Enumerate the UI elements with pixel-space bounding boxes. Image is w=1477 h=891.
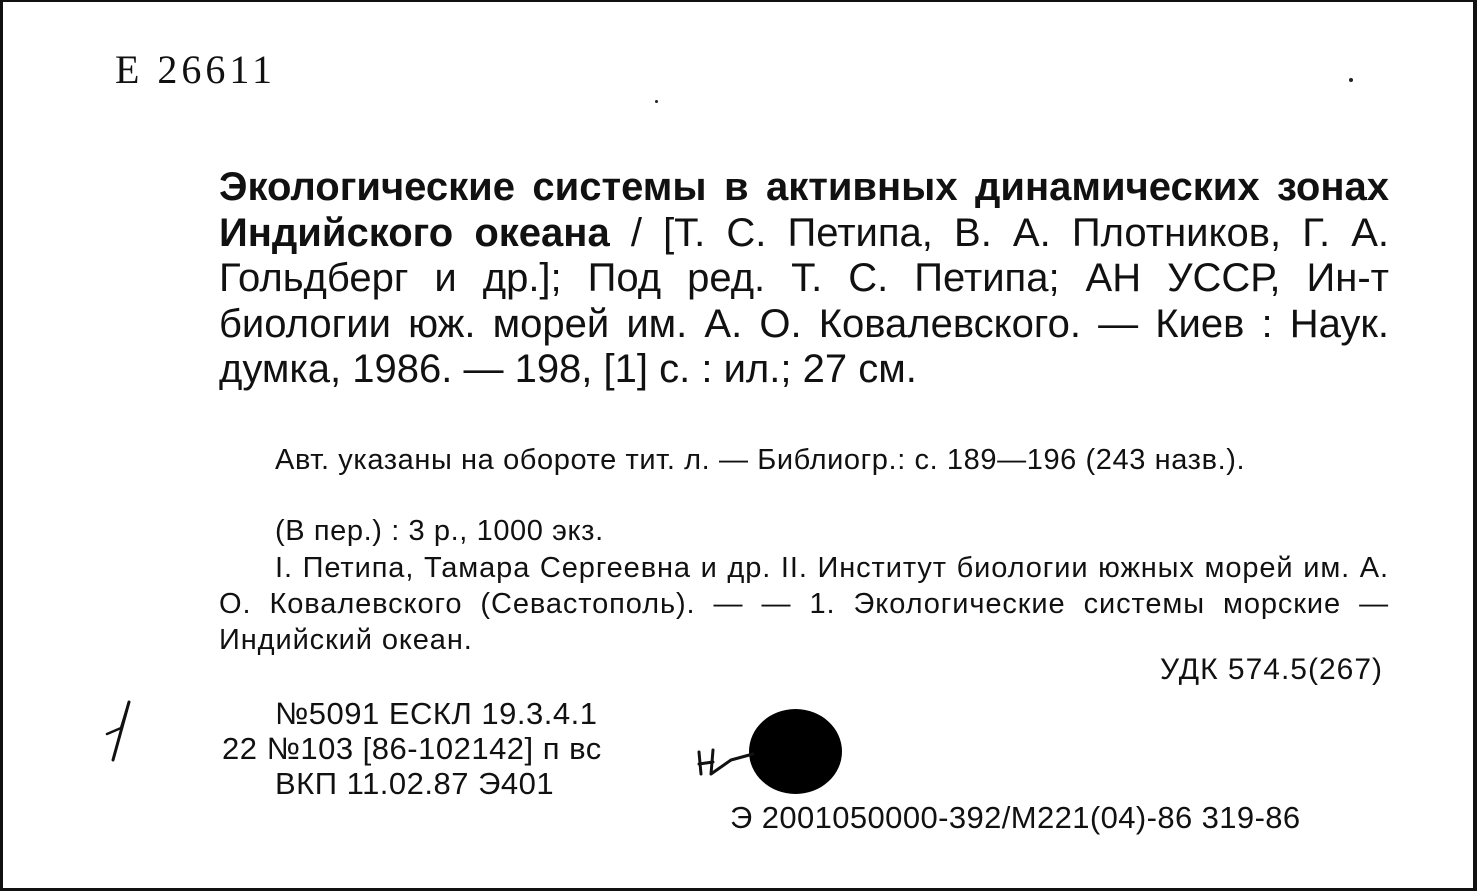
registration-line-1: №5091 ЕСКЛ 19.3.4.1	[275, 696, 598, 731]
handwritten-mark-icon	[99, 698, 139, 768]
shelf-mark: Е 26611	[115, 47, 276, 92]
entry-title: Экологические системы в активных динамических зонах Индийского океана	[219, 165, 1389, 255]
registration-line-2: 22 №103 [86-102142] п вс	[222, 731, 602, 766]
note-authors-bibliography: Авт. указаны на обороте тит. л. — Библиогр.: с. 189—196 (243 назв.).	[275, 444, 1246, 476]
entry-body: / [Т. С. Петипа, В. А. Плотников, Г. А. Гольдберг и др.]; Под ред. Т. С. Петипа; АН УССР, Ин-т биологии юж. морей им. А. О. Ковалевского. — Киев : Наук. думка, 1986. — 198, [1] с. : ил.; 27 см.	[219, 210, 1390, 391]
catalog-number: Э 2001050000-392/М221(04)-86 319-86	[730, 800, 1301, 835]
note-tracings: I. Петипа, Тамара Сергеевна и др. II. Институт биологии южных морей им. А. О. Ковалевского (Севастополь). — — 1. Экологические системы морские — Индийский океан.	[219, 552, 1389, 656]
punch-hole	[749, 709, 842, 794]
handwritten-initials-icon	[691, 740, 761, 780]
udc-code: УДК 574.5(267)	[1160, 653, 1383, 686]
ink-speck	[655, 100, 658, 103]
ink-speck	[1349, 78, 1353, 82]
registration-line-3: ВКП 11.02.87 Э401	[275, 766, 555, 801]
bibliographic-entry	[219, 165, 1389, 393]
note-price: (В пер.) : 3 р., 1000 экз.	[275, 515, 604, 547]
